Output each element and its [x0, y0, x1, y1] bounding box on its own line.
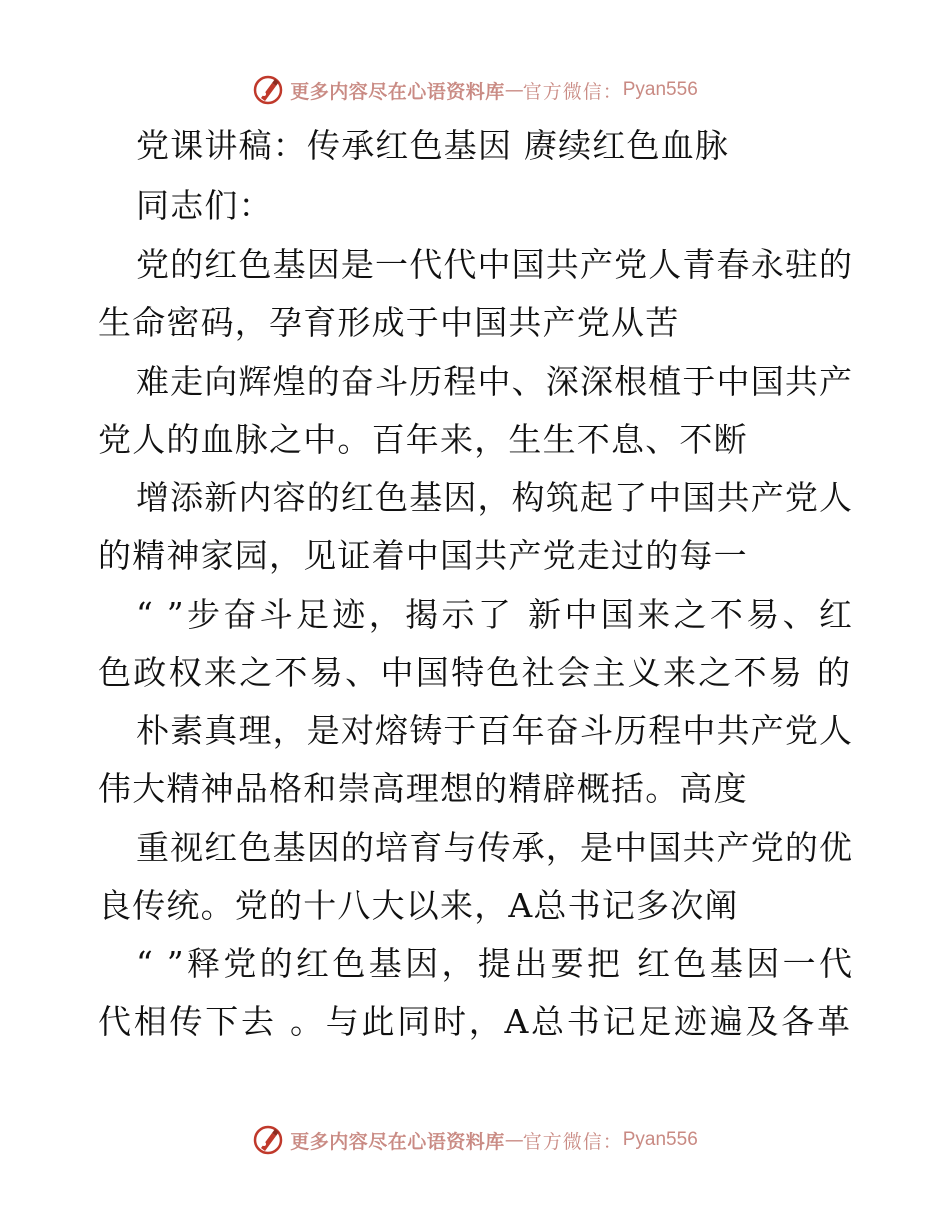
paragraph-line: “ ”步奋斗足迹，揭示了 新中国来之不易、红	[136, 595, 852, 634]
header-banner	[0, 70, 950, 110]
paragraph-line: 朴素真理，是对熔铸于百年奋斗历程中共产党人	[136, 711, 852, 750]
header-site-text: 更多内容尽在心语资料库	[290, 80, 505, 103]
paragraph-line: 的精神家园，见证着中国共产党走过的每一	[98, 536, 748, 575]
footer-site-text: 更多内容尽在心语资料库	[290, 1130, 505, 1153]
paragraph-line: 党的红色基因是一代代中国共产党人青春永驻的	[136, 245, 852, 284]
paragraph-line: 生命密码，孕育形成于中国共产党从苦	[98, 303, 680, 342]
header-dash: —	[504, 79, 523, 101]
footer-banner	[0, 1120, 950, 1160]
paragraph-line: 代相传下去 。与此同时，A总书记足迹遍及各革	[98, 1002, 850, 1041]
footer-wechat-id: Pyan556	[622, 1129, 698, 1150]
paragraph-line: 党人的血脉之中。百年来，生生不息、不断	[98, 420, 748, 459]
header-wechat-label: 官方微信：	[522, 80, 623, 103]
header-wechat-id: Pyan556	[622, 79, 698, 100]
paragraph-line: 伟大精神品格和崇高理想的精辟概括。高度	[98, 769, 748, 808]
paragraph-line: 良传统。党的十八大以来，A总书记多次阐	[98, 886, 739, 925]
salutation: 同志们：	[136, 186, 273, 225]
paragraph-line: “ ”释党的红色基因，提出要把 红色基因一代	[136, 944, 852, 983]
paragraph-line: 重视红色基因的培育与传承，是中国共产党的优	[136, 828, 852, 867]
paragraph-line: 色政权来之不易、中国特色社会主义来之不易 的	[98, 653, 850, 692]
footer-dash: —	[504, 1129, 523, 1151]
document-title: 党课讲稿：传承红色基因 赓续红色血脉	[136, 126, 730, 165]
paragraph-line: 增添新内容的红色基因，构筑起了中国共产党人	[136, 478, 852, 517]
pen-logo-icon	[252, 74, 284, 106]
footer-wechat-label: 官方微信：	[522, 1130, 623, 1153]
pen-logo-icon	[252, 1124, 284, 1156]
paragraph-line: 难走向辉煌的奋斗历程中、深深根植于中国共产	[136, 362, 852, 401]
